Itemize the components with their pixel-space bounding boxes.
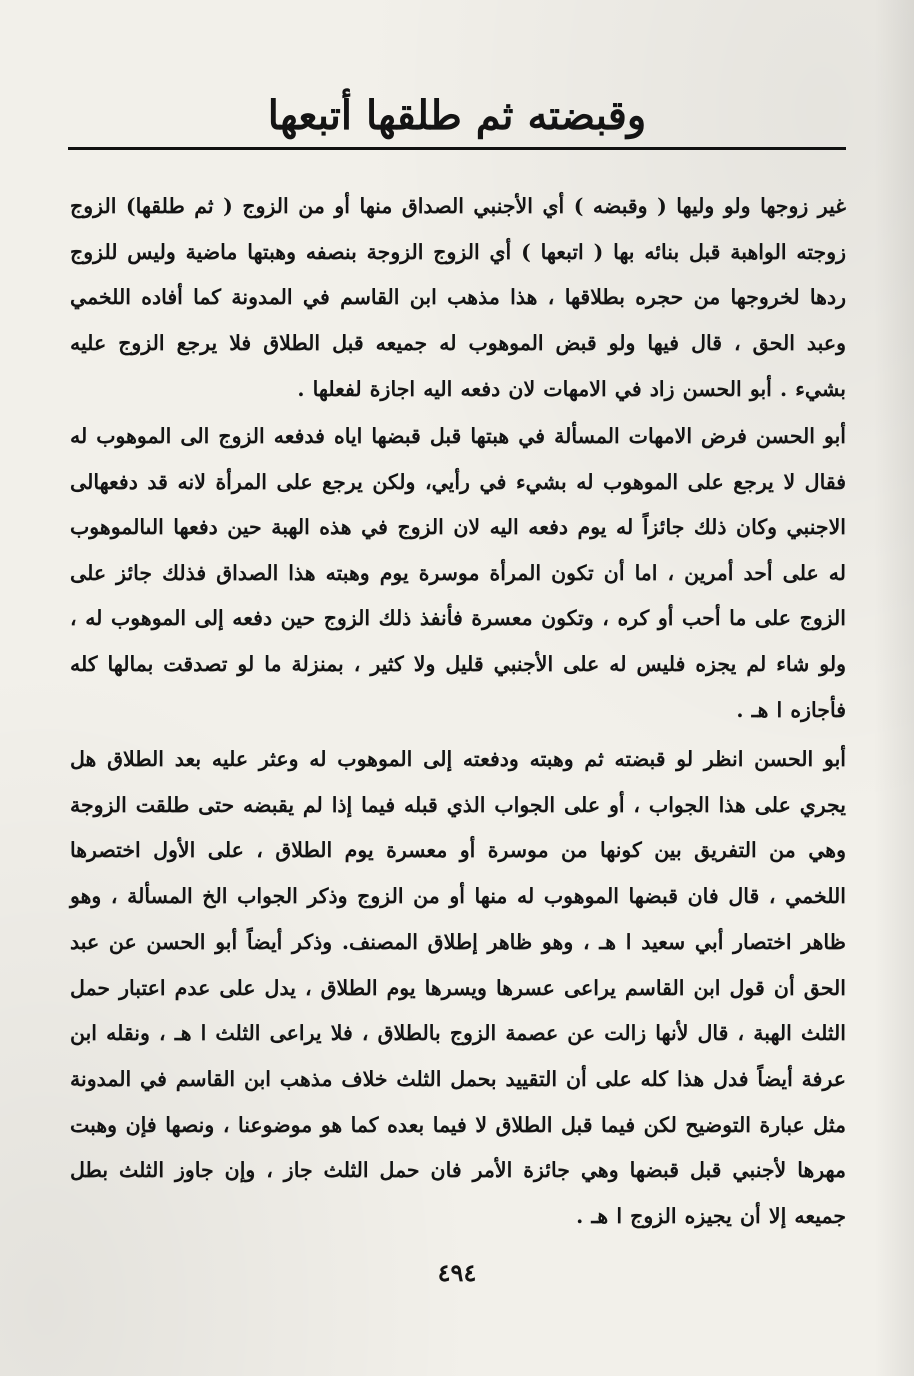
paragraph-3 xyxy=(70,737,846,1240)
header-divider xyxy=(68,147,846,150)
paragraph-1 xyxy=(70,184,846,413)
page-edge-shadow xyxy=(874,0,914,1376)
page-header-title: وقبضته ثم طلقها أتبعها xyxy=(267,92,647,139)
paragraph-2 xyxy=(70,414,846,733)
paragraph-text: غير زوجها ولو وليها ( وقبضه ) أي الأجنبي الصداق منها أو من الزوج ( ثم طلقها) الزوج زوجته الواهبة قبل بنائه بها ( اتبعها ) أي الزوج الزوجة بنصفه وهبتها ماضية وليس للزوج ردها لخروجها من حجره بطلاقها ، هذا مذهب ابن القاسم في المدونة كما أفاده اللخمي وعبد الحق ، قال فيها ولو قبض الموهوب له جميعه قبل الطلاق فلا يرجع الزوج عليه بشيء . أبو الحسن زاد في الامهات لان دفعه اليه اجازة لفعلها . xyxy=(70,194,846,401)
paragraph-text: أبو الحسن انظر لو قبضته ثم وهبته ودفعته إلى الموهوب له وعثر عليه بعد الطلاق هل يجري على هذا الجواب ، أو على الجواب الذي قبله فيما إذا لم يقبضه حتى طلقت الزوجة وهي من التفريق بين كونها من موسرة أو معسرة يوم الطلاق ، على الأول اختصرها اللخمي ، قال فان قبضها الموهوب له منها أو من الزوج وذكر الجواب الخ المسألة ، وهو ظاهر اختصار أبي سعيد ا هـ ، وهو ظاهر إطلاق المصنف. وذكر أيضاً أبو الحسن عن عبد الحق أن قول ابن القاسم يراعى عسرها ويسرها يوم الطلاق ، يدل على عدم اعتبار حمل الثلث الهبة ، قال لأنها زالت عن عصمة الزوج بالطلاق ، فلا يراعى الثلث ا هـ ، ونقله ابن عرفة أيضاً فدل هذا كله على أن التقييد بحمل الثلث خلاف مذهب ابن القاسم في المدونة مثل عبارة التوضيح لكن فيما قبل الطلاق لا فيما بعده كما هو موضوعنا ، ونصها فإن وهبت مهرها لأجنبي قبل قبضها وهي جائزة الأمر فان حمل الثلث جاز ، وإن جاوز الثلث بطل جميعه إلا أن يجيزه الزوج ا هـ . xyxy=(70,747,846,1229)
paragraph-text: أبو الحسن فرض الامهات المسألة في هبتها قبل قبضها اياه فدفعه الزوج الى الموهوب له فقال لا يرجع على الموهوب له بشيء في رأيي، ولكن يرجع على المرأة لانه قد دفعهالى الاجنبي وكان ذلك جائزاً له يوم دفعه اليه لان الزوج في هذه الهبة حين دفعها الىالموهوب له على أحد أمرين ، اما أن تكون المرأة موسرة يوم وهبته هذا الصداق فذلك جائز على الزوج على ما أحب أو كره ، وتكون معسرة فأنفذ ذلك الزوج حين دفعه إلى الموهوب له ، ولو شاء لم يجزه فليس له على الأجنبي قليل ولا كثير ، بمنزلة ما لو تصدقت بمالها كله فأجازه ا هـ . xyxy=(70,424,846,722)
page-number: ٤٩٤ xyxy=(437,1258,477,1287)
